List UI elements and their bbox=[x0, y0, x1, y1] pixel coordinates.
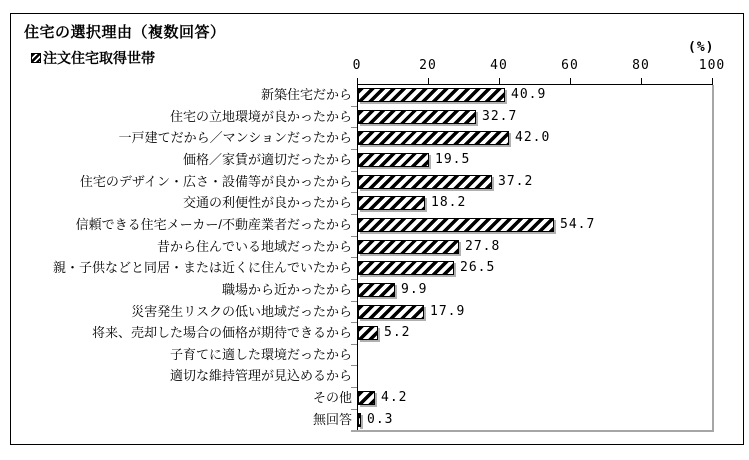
category-label: 交通の利便性が良かったから bbox=[182, 195, 352, 211]
value-label: 18.2 bbox=[431, 195, 467, 211]
chart-row bbox=[0, 236, 749, 258]
category-label: 無回答 bbox=[312, 411, 352, 427]
bar bbox=[358, 88, 505, 102]
value-label: 37.2 bbox=[498, 173, 534, 189]
chart-row bbox=[0, 171, 749, 193]
category-label: 新築住宅だから bbox=[260, 87, 352, 102]
legend bbox=[31, 48, 155, 68]
chart-row bbox=[0, 322, 749, 344]
chart-row bbox=[0, 344, 749, 366]
value-label: 54.7 bbox=[560, 216, 596, 232]
chart-row bbox=[0, 409, 749, 431]
chart-row bbox=[0, 279, 749, 301]
bar bbox=[358, 391, 375, 405]
bar bbox=[358, 305, 424, 319]
chart-row bbox=[0, 127, 749, 149]
bar bbox=[358, 283, 395, 297]
category-label: 信頼できる住宅メーカー/不動産業者だったから bbox=[75, 216, 352, 232]
value-label: 4.2 bbox=[381, 390, 408, 406]
legend-series-label: 注文住宅取得世帯 bbox=[43, 50, 155, 66]
value-label: 27.8 bbox=[465, 238, 501, 254]
bar bbox=[358, 413, 361, 427]
bar bbox=[358, 153, 429, 167]
chart-row bbox=[0, 106, 749, 128]
category-label: 将来、売却した場合の価格が期待できるから bbox=[91, 325, 352, 341]
category-label: 住宅の立地環境が良かったから bbox=[169, 108, 352, 124]
bar bbox=[358, 110, 476, 124]
value-label: 40.9 bbox=[511, 87, 547, 102]
bar bbox=[358, 131, 509, 145]
category-label: その他 bbox=[312, 390, 352, 406]
axis-tick-label: 60 bbox=[561, 58, 579, 73]
category-label: 住宅のデザイン・広さ・設備等が良かったから bbox=[79, 173, 352, 189]
chart-row bbox=[0, 257, 749, 279]
chart-row bbox=[0, 149, 749, 171]
value-label: 9.9 bbox=[401, 281, 428, 297]
axis-tick-label: 80 bbox=[632, 58, 650, 73]
chart-row bbox=[0, 214, 749, 236]
axis-unit-label: (%) bbox=[688, 40, 715, 55]
category-label: 子育てに適した環境だったから bbox=[169, 346, 352, 362]
value-label: 5.2 bbox=[384, 325, 411, 341]
chart-row bbox=[0, 192, 749, 214]
chart-row bbox=[0, 84, 749, 106]
bar bbox=[358, 218, 554, 232]
value-label: 42.0 bbox=[515, 130, 551, 146]
axis-tick-label: 20 bbox=[419, 58, 437, 73]
category-label: 職場から近かったから bbox=[221, 281, 352, 297]
bar bbox=[358, 240, 459, 254]
category-label: 昔から住んでいる地域だったから bbox=[156, 238, 352, 254]
bar bbox=[358, 326, 378, 340]
category-label: 価格／家賃が適切だったから bbox=[182, 151, 352, 167]
bar bbox=[358, 175, 492, 189]
axis-tick-label: 0 bbox=[352, 58, 362, 73]
value-label: 32.7 bbox=[482, 108, 518, 124]
category-label: 災害発生リスクの低い地域だったから bbox=[131, 303, 352, 319]
bar bbox=[358, 261, 454, 275]
bar bbox=[358, 196, 425, 210]
axis-tick-label: 40 bbox=[490, 58, 508, 73]
axis-tick-label: 100 bbox=[698, 58, 726, 73]
value-label: 0.3 bbox=[367, 411, 394, 427]
value-label: 26.5 bbox=[460, 260, 496, 276]
chart-title: 住宅の選択理由（複数回答） bbox=[24, 24, 226, 41]
chart-row bbox=[0, 365, 749, 387]
value-label: 19.5 bbox=[435, 151, 471, 167]
category-label: 適切な維持管理が見込めるから bbox=[169, 368, 352, 384]
category-label: 一戸建てだから／マンションだったから bbox=[118, 130, 352, 146]
hatched-square-icon bbox=[31, 53, 41, 63]
category-label: 親・子供などと同居・または近くに住んでいたから bbox=[52, 260, 352, 276]
chart-row bbox=[0, 387, 749, 409]
chart-row bbox=[0, 301, 749, 323]
value-label: 17.9 bbox=[430, 303, 466, 319]
